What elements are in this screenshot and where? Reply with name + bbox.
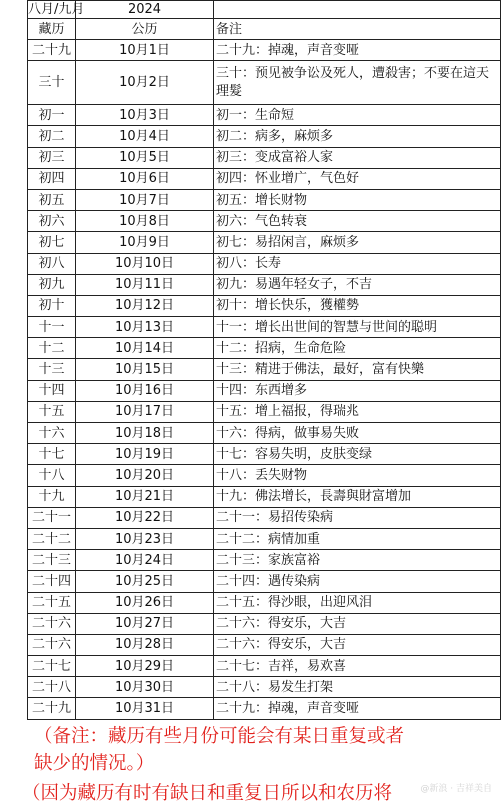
table-row	[28, 105, 501, 126]
gregorian-date-cell: 10月24日	[76, 550, 214, 571]
month-cell: 八月/九月	[28, 2, 85, 17]
tibetan-day-cell: 十七	[28, 444, 76, 465]
gregorian-date-cell: 10月11日	[76, 274, 214, 295]
note-cell: 十九：佛法增长，長壽與財富增加	[214, 486, 501, 507]
tibetan-day-cell: 二十二	[28, 528, 76, 549]
tibetan-day-cell: 三十	[28, 61, 76, 105]
note-cell: 二十六：得安乐，大吉	[214, 613, 501, 634]
year-cell: 2024	[76, 1, 214, 19]
tibetan-day-cell: 十六	[28, 423, 76, 444]
tibetan-day-cell: 十二	[28, 338, 76, 359]
table-row	[28, 423, 501, 444]
gregorian-date-cell: 10月23日	[76, 528, 214, 549]
note-cell: 二十三：家族富裕	[214, 550, 501, 571]
note-cell: 二十五：得沙眼，出迎风泪	[214, 592, 501, 613]
tibetan-day-cell: 二十六	[28, 634, 76, 655]
table-row	[28, 61, 501, 105]
note-cell: 二十九：掉魂，声音变哑	[214, 40, 501, 61]
gregorian-date-cell: 10月27日	[76, 613, 214, 634]
note-cell: 初六：气色转衰	[214, 211, 501, 232]
table-row	[28, 401, 501, 422]
footnote-line-1: （备注：藏历有些月份可能会有某日重复或者	[34, 726, 405, 747]
table-row	[28, 656, 501, 677]
tibetan-day-cell: 初四	[28, 168, 76, 189]
table-row	[28, 232, 501, 253]
gregorian-date-cell: 10月28日	[76, 634, 214, 655]
gregorian-date-cell: 10月30日	[76, 677, 214, 698]
tibetan-day-cell: 初六	[28, 211, 76, 232]
watermark: @新浪 · 吉祥美自	[420, 784, 492, 794]
tibetan-day-cell: 二十八	[28, 677, 76, 698]
note-cell: 十三：精进于佛法，最好，富有快樂	[214, 359, 501, 380]
table-row	[28, 380, 501, 401]
header-gregorian: 公历	[76, 19, 214, 40]
gregorian-date-cell: 10月18日	[76, 423, 214, 444]
tibetan-day-cell: 二十一	[28, 507, 76, 528]
note-cell: 初三：变成富裕人家	[214, 147, 501, 168]
table-row	[28, 338, 501, 359]
table-row	[28, 295, 501, 316]
note-cell: 十五：增上福报，得瑞兆	[214, 401, 501, 422]
note-cell: 十八：丢失财物	[214, 465, 501, 486]
table-header-row	[28, 19, 501, 40]
table-row	[28, 677, 501, 698]
note-cell: 二十六：得安乐，大吉	[214, 634, 501, 655]
gregorian-date-cell: 10月12日	[76, 295, 214, 316]
table-row	[28, 550, 501, 571]
gregorian-date-cell: 10月20日	[76, 465, 214, 486]
table-row	[28, 444, 501, 465]
tibetan-day-cell: 十三	[28, 359, 76, 380]
gregorian-date-cell: 10月19日	[76, 444, 214, 465]
note-cell: 二十二：病情加重	[214, 528, 501, 549]
gregorian-date-cell: 10月21日	[76, 486, 214, 507]
tibetan-day-cell: 初八	[28, 253, 76, 274]
tibetan-day-cell: 初十	[28, 295, 76, 316]
table-row	[28, 507, 501, 528]
gregorian-date-cell: 10月2日	[76, 61, 214, 105]
tibetan-day-cell: 二十五	[28, 592, 76, 613]
note-cell: 初四：怀业增广，气色好	[214, 168, 501, 189]
gregorian-date-cell: 10月6日	[76, 168, 214, 189]
footnote-line-2: 缺少的情况。）	[34, 753, 155, 774]
table-row	[28, 571, 501, 592]
table-row	[28, 317, 501, 338]
table-row	[28, 486, 501, 507]
table-row	[28, 465, 501, 486]
gregorian-date-cell: 10月7日	[76, 189, 214, 210]
gregorian-date-cell: 10月15日	[76, 359, 214, 380]
note-cell: 三十：预见被争讼及死人，遭殺害；不要在這天理髮	[214, 61, 501, 105]
table-row	[28, 126, 501, 147]
tibetan-day-cell: 二十四	[28, 571, 76, 592]
table-row	[28, 592, 501, 613]
table-row	[28, 211, 501, 232]
tibetan-day-cell: 初三	[28, 147, 76, 168]
gregorian-date-cell: 10月31日	[76, 698, 214, 719]
tibetan-day-cell: 二十九	[28, 698, 76, 719]
table-row	[28, 613, 501, 634]
tibetan-day-cell: 初一	[28, 105, 76, 126]
gregorian-date-cell: 10月5日	[76, 147, 214, 168]
gregorian-date-cell: 10月16日	[76, 380, 214, 401]
table-row	[28, 359, 501, 380]
note-cell: 初五：增长财物	[214, 189, 501, 210]
tibetan-day-cell: 初九	[28, 274, 76, 295]
gregorian-date-cell: 10月22日	[76, 507, 214, 528]
note-cell: 初七：易招闲言，麻烦多	[214, 232, 501, 253]
note-cell: 二十九：掉魂，声音变哑	[214, 698, 501, 719]
gregorian-date-cell: 10月14日	[76, 338, 214, 359]
table-row	[28, 634, 501, 655]
table-row	[28, 147, 501, 168]
table-row	[28, 40, 501, 61]
table-row	[28, 189, 501, 210]
table-row	[28, 168, 501, 189]
gregorian-date-cell: 10月10日	[76, 253, 214, 274]
gregorian-date-cell: 10月1日	[76, 40, 214, 61]
gregorian-date-cell: 10月26日	[76, 592, 214, 613]
note-cell: 初九：易遇年轻女子，不吉	[214, 274, 501, 295]
footnote-line-3: （因为藏历有时有缺日和重复日所以和农历将	[22, 783, 393, 804]
note-cell: 十七：容易失明，皮肤变绿	[214, 444, 501, 465]
table-top-row	[28, 1, 501, 19]
tibetan-day-cell: 十一	[28, 317, 76, 338]
gregorian-date-cell: 10月8日	[76, 211, 214, 232]
note-cell: 十六：得病，做事易失败	[214, 423, 501, 444]
tibetan-day-cell: 十四	[28, 380, 76, 401]
tibetan-calendar-table	[27, 0, 501, 720]
note-cell: 初二：病多，麻烦多	[214, 126, 501, 147]
tibetan-day-cell: 初五	[28, 189, 76, 210]
note-cell: 二十四：遇传染病	[214, 571, 501, 592]
tibetan-day-cell: 初二	[28, 126, 76, 147]
tibetan-day-cell: 十八	[28, 465, 76, 486]
tibetan-day-cell: 二十九	[28, 40, 76, 61]
note-cell: 初一：生命短	[214, 105, 501, 126]
gregorian-date-cell: 10月3日	[76, 105, 214, 126]
gregorian-date-cell: 10月29日	[76, 656, 214, 677]
tibetan-day-cell: 二十六	[28, 613, 76, 634]
table-row	[28, 528, 501, 549]
gregorian-date-cell: 10月13日	[76, 317, 214, 338]
blank-cell	[214, 1, 501, 19]
gregorian-date-cell: 10月25日	[76, 571, 214, 592]
gregorian-date-cell: 10月4日	[76, 126, 214, 147]
tibetan-day-cell: 十五	[28, 401, 76, 422]
note-cell: 二十八：易发生打架	[214, 677, 501, 698]
note-cell: 二十一：易招传染病	[214, 507, 501, 528]
header-tibetan: 藏历	[28, 19, 76, 40]
note-cell: 二十七：吉祥，易欢喜	[214, 656, 501, 677]
note-cell: 十二：招病，生命危险	[214, 338, 501, 359]
tibetan-day-cell: 初七	[28, 232, 76, 253]
tibetan-day-cell: 二十七	[28, 656, 76, 677]
table-row	[28, 698, 501, 719]
tibetan-day-cell: 二十三	[28, 550, 76, 571]
note-cell: 十四：东西增多	[214, 380, 501, 401]
note-cell: 初八：长寿	[214, 253, 501, 274]
tibetan-day-cell: 十九	[28, 486, 76, 507]
gregorian-date-cell: 10月17日	[76, 401, 214, 422]
header-note: 备注	[214, 19, 501, 40]
note-cell: 十一：增长出世间的智慧与世间的聪明	[214, 317, 501, 338]
gregorian-date-cell: 10月9日	[76, 232, 214, 253]
note-cell: 初十：增长快乐，獲權勢	[214, 295, 501, 316]
table-row	[28, 253, 501, 274]
table-row	[28, 274, 501, 295]
